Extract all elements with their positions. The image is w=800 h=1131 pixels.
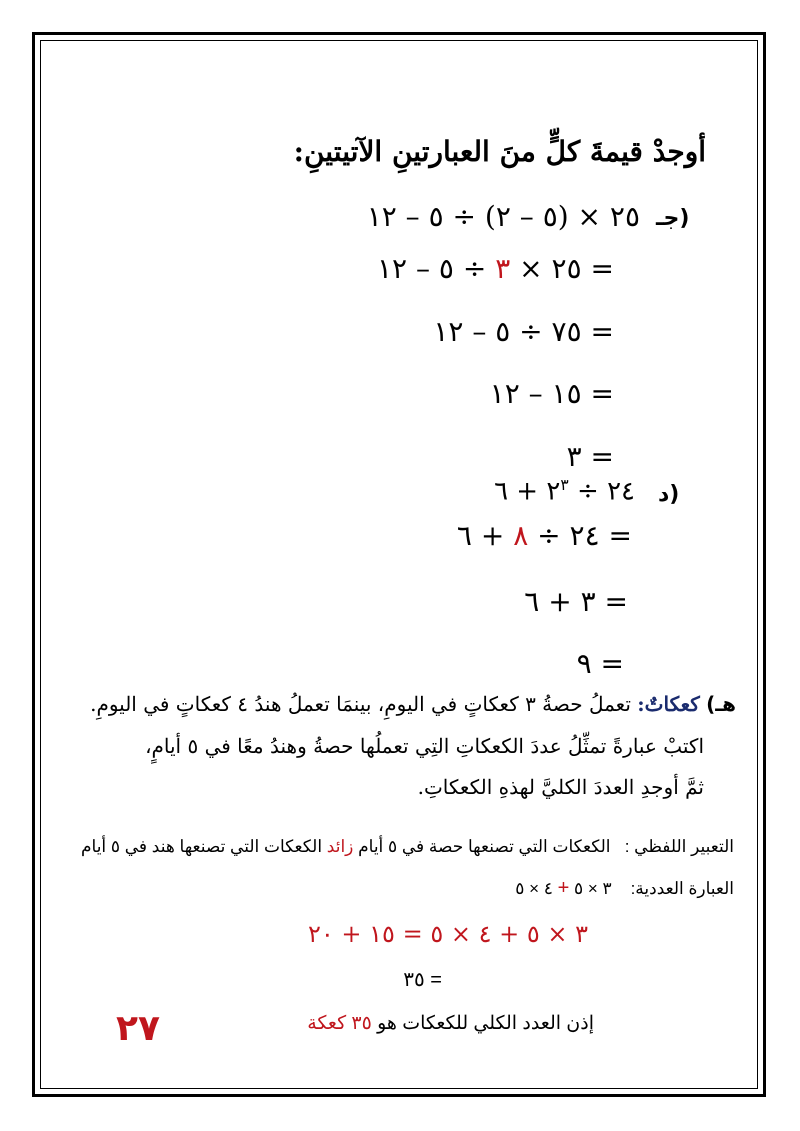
solution-equation: ٣ × ٥ + ٤ × ٥ = ١٥ + ٢٠	[308, 920, 588, 948]
part-d-step3: = ٩	[576, 647, 624, 680]
page-number: ٢٧	[116, 1008, 160, 1049]
numeric-right: ٤ × ٥	[515, 879, 553, 898]
verbal-part1: الكعكات التي تصنعها حصة في ٥ أيام	[358, 837, 611, 856]
part-e-keyword: كعكاتٌ:	[637, 692, 700, 716]
part-c-step2: = ٧٥ ÷ ٥ – ١٢	[433, 315, 614, 348]
conclusion-text: إذن العدد الكلي للكعكات هو	[377, 1013, 594, 1034]
part-c-step1-suffix: ÷ ٥ – ١٢	[377, 252, 487, 285]
part-e-line2: اكتبْ عبارةً تمثِّلُ عددَ الكعكاتِ التِي تعملُها حصةُ وهندُ معًا في ٥ أيامٍ،	[145, 734, 704, 758]
solution-result: = ٣٥	[403, 969, 442, 991]
numeric-plus: +	[557, 877, 570, 899]
part-e-line3: ثمَّ أوجدِ العددَ الكليَّ لهذهِ الكعكاتِ.	[417, 775, 704, 799]
conclusion-answer: ٣٥ كعكة	[307, 1013, 372, 1034]
part-d-step1-prefix: = ٢٤ ÷	[537, 519, 632, 552]
part-c-label: جـ)	[656, 206, 690, 231]
part-d-expr-prefix: ٢٤ ÷ ٢	[546, 476, 635, 507]
verbal-part2: الكعكات التي تصنعها هند في ٥ أيام	[81, 837, 323, 856]
part-e-label: هـ)	[706, 692, 736, 716]
part-c-step1-prefix: = ٢٥ ×	[519, 252, 614, 285]
part-d-step1-suffix: + ٦	[456, 519, 505, 552]
part-d-expr-suffix: + ٦	[494, 476, 539, 507]
part-e-line1	[90, 694, 736, 714]
part-d-step1-highlight: ٨	[513, 519, 529, 552]
part-d-label: د)	[658, 482, 680, 507]
part-c-step4: = ٣	[566, 440, 614, 473]
part-c-step3: = ١٥ – ١٢	[489, 377, 614, 410]
solution-conclusion	[307, 1014, 594, 1033]
numeric-left: ٣ × ٥	[574, 879, 612, 898]
page-title: أوجدْ قيمةَ كلٍّ منَ العبارتينِ الآتيتينِ:	[293, 135, 706, 168]
numeric-expression	[515, 878, 734, 898]
verbal-plus-word: زائد	[326, 837, 354, 856]
part-d-exponent: ٣	[560, 476, 569, 494]
part-d-step2: = ٣ + ٦	[524, 585, 628, 618]
part-d-expression	[494, 478, 635, 505]
verbal-label: التعبير اللفظي :	[624, 837, 734, 856]
part-c-step1	[377, 252, 614, 285]
numeric-label: العبارة العددية:	[630, 879, 734, 898]
part-d-step1	[456, 519, 632, 552]
part-c-expression: ٢٥ × (٥ – ٢) ÷ ٥ – ١٢	[366, 200, 640, 233]
part-c-step1-highlight: ٣	[495, 252, 511, 285]
verbal-expression	[81, 838, 734, 855]
part-e-text1: تعملُ حصةُ ٣ كعكاتٍ في اليومِ، بينمَا تعملُ هندُ ٤ كعكاتٍ في اليومِ.	[90, 692, 631, 716]
